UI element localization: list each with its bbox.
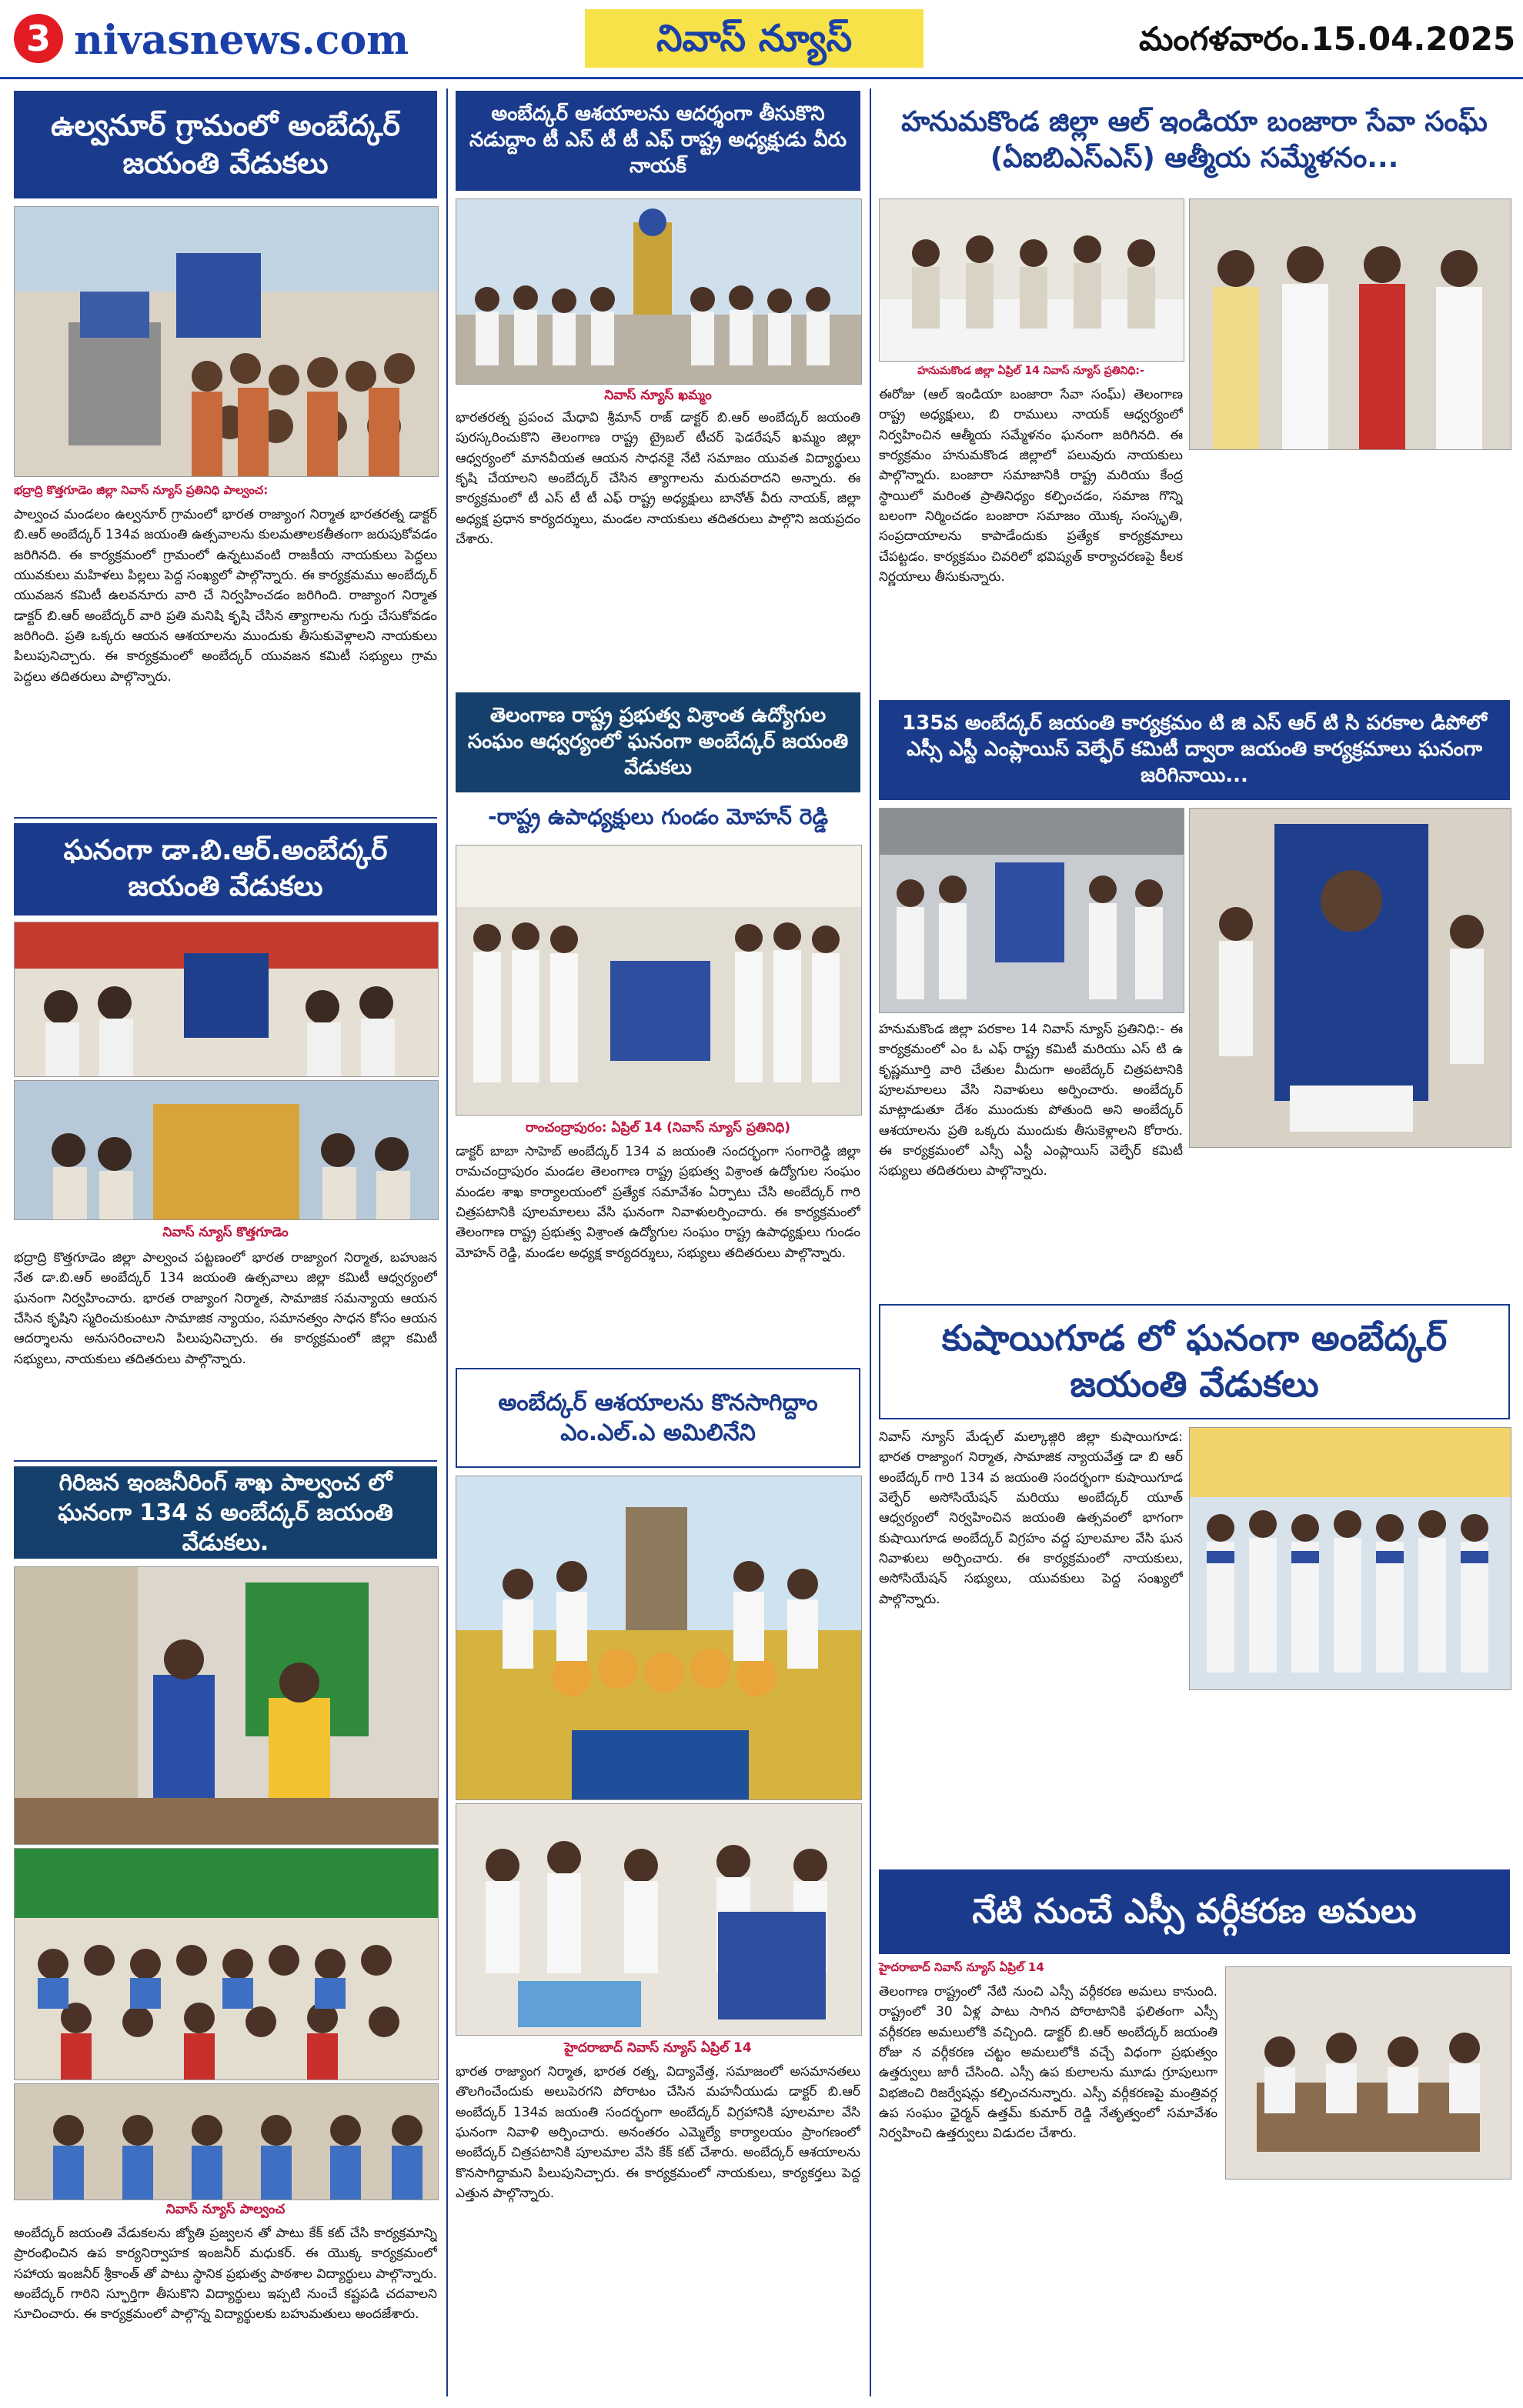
story-retired-employees-body: డాక్టర్ బాబా సాహెబ్ అంబేద్కర్ 134 వ జయంతి సందర్భంగా సంగారెడ్డి జిల్లా రామచంద్రాపురం మండల తెలంగాణ రాష్ట్ర ప్రభుత్వ విశ్రాంత ఉద్యోగుల సంఘం మండల శాఖ కార్యాలయంలో ప్రత్యేక సమావేశం ఏర్పాటు చేసి అంబేద్కర్ గారి చిత్రపటానికి పూలమాలలు వేసి ఘనంగా నివాళులర్పించారు. ఈ కార్యక్రమంలో తెలంగాణ రాష్ట్ర ప్రభుత్వ విశ్రాంత ఉద్యోగుల సంఘం రాష్ట్ర ఉపాధ్యక్షులు గుండం మోహన్ రెడ్డి, మండల అధ్యక్ష కార్యదర్శులు, సభ్యులు తదితరులు పాల్గొన్నారు. — [456, 1144, 860, 1261]
photo-cake-cutting — [456, 1803, 862, 2036]
photo-students-group — [14, 1848, 439, 2080]
dateline-ulvanur: భద్రాద్రి కొత్తగూడెం జిల్లా నివాస్ న్యూస్ ప్రతినిధి పాల్వంచ: — [14, 483, 269, 497]
photo-ulvanur — [14, 206, 439, 477]
caption-palvancha: నివాస్ న్యూస్ పాల్వంచ — [165, 2202, 286, 2217]
headline-ambedkar-jayanti: ఘనంగా డా.బి.ఆర్.అంబేద్కర్ జయంతి వేడుకలు — [14, 823, 437, 916]
paper-name-logo: నివాస్ న్యూస్ — [585, 9, 923, 68]
column-divider — [446, 88, 448, 2396]
caption-khammam: నివాస్ న్యూస్ ఖమ్మం — [604, 388, 712, 403]
photo-office-celebration — [14, 1566, 439, 1845]
caption-hanumakonda: హనుమకొండ జిల్లా ఏప్రిల్ 14 నివాస్ న్యూస్ ప్రతినిధి:- — [917, 365, 1144, 377]
dateline-sc-classification: హైదరాబాద్ నివాస్ న్యూస్ ఏప్రిల్ 14 — [879, 1960, 1044, 1974]
headline-amilineni: అంబేద్కర్ ఆశయాలను కొనసాగిద్దాం ఎం.ఎల్.ఎ అమిలినేని — [456, 1368, 860, 1468]
subhead-mohan-reddy: -రాష్ట్ర ఉపాధ్యక్షులు గుండం మోహన్ రెడ్డి — [456, 795, 860, 839]
story-kushaiguda-body-continued — [879, 1723, 1510, 1862]
story-ambedkar-jayanti-body: భద్రాద్రి కొత్తగూడెం జిల్లా పాల్వంచ పట్టణంలో భారత రాజ్యాంగ నిర్మాత, బహుజన నేత డా.బి.ఆర్ అంబేద్కర్ 134 జయంతి ఉత్సవాలు జిల్లా కమిటీ ఆధ్వర్యంలో ఘనంగా నిర్వహించారు. భారత రాజ్యాంగ నిర్మాత, సామాజిక సమన్యాయ ఆయన చేసిన కృషిని స్మరించుకుంటూ సామాజిక న్యాయం, సమానత్వం సాధన కోసం ఆయన ఆదర్శాలను అనుసరించాలని పిలుపునిచ్చారు. ఈ కార్యక్రమంలో జిల్లా కమిటీ సభ్యులు, నాయకులు తదితరులు పాల్గొన్నారు. — [14, 1250, 437, 1367]
headline-tsttf: అంబేద్కర్ ఆశయాలను ఆదర్శంగా తీసుకొని నడుద్దాం టీ ఎస్ టీ టీ ఎఫ్ రాష్ట్ర అధ్యక్షుడు వీరు నాయక్ — [456, 91, 860, 191]
masthead — [0, 0, 1523, 79]
photo-celebration-bottom — [14, 1080, 439, 1220]
edition-date: మంగళవారం.15.04.2025 — [1139, 20, 1516, 58]
headline-sc-classification: నేటి నుంచే ఎస్సీ వర్గీకరణ అమలు — [879, 1869, 1510, 1954]
headline-ulvanur: ఉల్వనూర్ గ్రామంలో అంబేద్కర్ జయంతి వేడుకలు — [14, 91, 437, 198]
story-sc-classification-body-continued — [1225, 2185, 1510, 2396]
page-number: 3 — [14, 14, 63, 63]
story-kushaiguda-body: నివాస్ న్యూస్ మేడ్చల్ మల్కాజ్గిరి జిల్లా కుషాయిగూడ: భారత రాజ్యాంగ నిర్మాత, సామాజిక న్యాయవేత్త డా బి ఆర్ అంబేద్కర్ గారి 134 వ జయంతి సందర్భంగా కుషాయిగూడ వెల్ఫేర్ అసోసియేషన్ మరియు అంబేద్కర్ యూత్ ఆధ్వర్యంలో నిర్వహించిన జయంతి ఉత్సవంలో భాగంగా కుషాయిగూడ అంబేద్కర్ విగ్రహం వద్ద పూలమాల వేసి ఘన నివాళులు అర్పించారు. ఈ కార్యక్రమంలో నాయకులు, అసోసియేషన్ సభ్యులు, యువకులు పెద్ద సంఖ్యలో పాల్గొన్నారు. — [879, 1429, 1183, 1607]
story-parakala-body: హనుమకొండ జిల్లా పరకాల 14 నివాస్ న్యూస్ ప్రతినిధి:- ఈ కార్యక్రమంలో ఎం ఓ ఎఫ్ రాష్ట్ర కమిటీ మరియు ఎస్ టి ఉ కృష్ణమూర్తి వారి చేతుల మీదుగా అంబేద్కర్ చిత్రపటానికి పూలమాలలు వేసి నివాళులు అర్పించారు. అంబేద్కర్ మాట్లాడుతూ దేశం ముందుకు పోతుంది అని అంబేద్కర్ ఆశయాలను ప్రతి ఒక్కరు ముందుకు తీసుకెళ్లాలని కోరారు. ఈ కార్యక్రమంలో ఎస్సీ ఎస్టీ ఎంప్లాయిస్ వెల్ఫేర్ కమిటీ సభ్యులు తదితరులు పాల్గొన్నారు. — [879, 1022, 1183, 1179]
headline-tribal-engineering: గిరిజన ఇంజనీరింగ్ శాఖ పాల్వంచ లో ఘనంగా 134 వ అంబేద్కర్ జయంతి వేడుకలు. — [14, 1466, 437, 1559]
caption-ramachandrapuram: రాంచంద్రాపురం: ఏప్రిల్ 14 (నివాస్ న్యూస్ ప్రతినిధి) — [525, 1120, 791, 1136]
headline-parakala-depot: 135వ అంబేద్కర్ జయంతి కార్యక్రమం టి జి ఎస్ ఆర్ టి సి పరకాల డిపోలో ఎస్సీ ఎస్టీ ఎంప్లాయిస్ వెల్ఫేర్ కమిటీ ద్వారా జయంతి కార్యక్రమాలు ఘనంగా జరిగినాయి... — [879, 700, 1510, 800]
caption-kothagudem: నివాస్ న్యూస్ కొత్తగూడెం — [162, 1225, 289, 1240]
column-divider — [870, 88, 871, 2396]
photo-banjara-meeting — [879, 198, 1184, 362]
headline-retired-employees: తెలంగాణ రాష్ట్ర ప్రభుత్వ విశ్రాంత ఉద్యోగుల సంఘం ఆధ్వర్యంలో ఘనంగా అంబేద్కర్ జయంతి వేడుకలు — [456, 692, 860, 792]
story-tsttf-body: భారతరత్న ప్రపంచ మేధావి శ్రీమాన్ రాజ్ డాక్టర్ బి.ఆర్ అంబేద్కర్ జయంతి పురస్కరించుకొని తెలంగాణ రాష్ట్ర ట్రైబల్ టీచర్ ఫెడరేషన్ ఖమ్మం జిల్లా ఆధ్వర్యంలో మానవీయత ఆయన సాధనకై నేటి సమాజం యువత విద్యార్థులు కృషి చేయాలని అంబేద్కర్ చేసిన త్యాగాలను మరువరాదని అన్నారు. ఈ కార్యక్రమంలో టీ ఎస్ టీ టీ ఎఫ్ రాష్ట్ర అధ్యక్షులు బానోత్ వీరు నాయక్, జిల్లా అధ్యక్ష ప్రధాన కార్యదర్శులు, మండల నాయకులు తదితరులు పాల్గొని జయప్రదం చేశారు. — [456, 410, 860, 548]
photo-parakala-group — [879, 808, 1184, 1013]
photo-tsttf-group — [456, 198, 862, 385]
headline-kushaiguda: కుషాయిగూడ లో ఘనంగా అంబేద్కర్ జయంతి వేడుకలు — [879, 1304, 1510, 1419]
photo-banjara-felicitation — [1189, 198, 1511, 450]
story-banjara-body-continued — [1189, 454, 1510, 692]
photo-parakala-portrait — [1189, 808, 1511, 1148]
photo-sc-meeting — [1225, 1966, 1511, 2180]
site-name[interactable]: nivasnews.com — [74, 17, 409, 64]
photo-kushaiguda — [1189, 1427, 1511, 1690]
photo-retired-employees — [456, 845, 862, 1116]
story-sc-classification-body: తెలంగాణ రాష్ట్రంలో నేటి నుంచి ఎస్సీ వర్గీకరణ అమలు కానుంది. రాష్ట్రంలో 30 ఏళ్ల పాటు సాగిన పోరాటానికి ఫలితంగా ఎస్సీ వర్గీకరణ అమలులోకి వచ్చింది. డాక్టర్ బి.ఆర్ అంబేద్కర్ జయంతి రోజు న వర్గీకరణ చట్టం అమలులోకి వచ్చే విధంగా ప్రభుత్వం ఉత్తర్వులు జారీ చేసింది. ఎస్సీ ఉప కులాలను మూడు గ్రూపులుగా విభజించి రిజర్వేషన్లు కల్పించనున్నారు. ఎస్సీ వర్గీకరణపై మంత్రివర్గ ఉప సంఘం ఛైర్మన్ ఉత్తమ్ కుమార్ రెడ్డి నేతృత్వంలో సమావేశం నిర్వహించి ఉత్తర్వులు విడుదల చేశారు. — [879, 1984, 1217, 2142]
story-tribal-engineering-body: అంబేద్కర్ జయంతి వేడుకలను జ్యోతి ప్రజ్వలన తో పాటు కేక్ కట్ చేసి కార్యక్రమాన్ని ప్రారంభించిన ఉప కార్యనిర్వాహక ఇంజనీర్ మధుకర్. ఈ యొక్క కార్యక్రమంలో సహాయ ఇంజనీర్ శ్రీకాంత్ తో పాటు స్థానిక ప్రభుత్వ పాఠశాల విద్యార్థులు పాల్గొన్నారు. అంబేద్కర్ గారిని స్ఫూర్తిగా తీసుకొని విద్యార్థులు ఇప్పటి నుంచే కష్టపడి చదవాలని సూచించారు. ఈ కార్యక్రమంలో పాల్గొన్న విద్యార్థులకు బహుమతులు అందజేశారు. — [14, 2226, 437, 2323]
caption-hyderabad: హైదరాబాద్ నివాస్ న్యూస్ ఏప్రిల్ 14 — [564, 2040, 752, 2056]
section-divider — [14, 817, 437, 819]
story-amilineni-body: భారత రాజ్యాంగ నిర్మాత, భారత రత్న, విద్యావేత్త, సమాజంలో అసమానతలు తొలగించేందుకు అలుపెరగని పోరాటం చేసిన మహనీయుడు డాక్టర్ బి.ఆర్ అంబేద్కర్ 134వ జయంతి సందర్భంగా అంబేద్కర్ విగ్రహానికి పూలమాల వేసి ఘనంగా నివాళి అర్పించారు. అనంతరం ఎమ్మెల్యే కార్యాలయం ప్రాంగణంలో అంబేద్కర్ చిత్రపటానికి పూలమాల వేసి కేక్ కట్ చేశారు. అంబేద్కర్ ఆశయాలను కొనసాగిద్దామని పిలుపునిచ్చారు. ఈ కార్యక్రమంలో నాయకులు, కార్యకర్తలు పెద్ద ఎత్తున పాల్గొన్నారు. — [456, 2064, 860, 2202]
story-parakala-body-continued — [1189, 1154, 1510, 1296]
photo-students-row — [14, 2083, 439, 2200]
headline-banjara-seva-sangh: హనుమకొండ జిల్లా ఆల్ ఇండియా బంజారా సేవా సంఘ్ (ఏఐబిఎస్ఎస్) ఆత్మీయ సమ్మేళనం... — [879, 91, 1510, 191]
photo-celebration-top — [14, 922, 439, 1077]
photo-statue-garland — [456, 1476, 862, 1800]
story-ulvanur-body: పాల్వంచ మండలం ఉల్వనూర్ గ్రామంలో భారత రాజ్యాంగ నిర్మాత భారతరత్న డాక్టర్ బి.ఆర్ అంబేద్కర్ 134వ జయంతి ఉత్సవాలను కులమతాలకతీతంగా జరుపుకోవడం జరిగినది. ఈ కార్యక్రమంలో గ్రామంలో ఉన్నటువంటి రాజకీయ నాయకులు పెద్దలు యువకులు మహిళలు పిల్లలు పెద్ద సంఖ్యలో పాల్గొన్నారు. ఈ కార్యక్రమము అంబేద్కర్ యువజన కమిటీ ఉలవనూరు వారి చే నిర్వహించడం జరిగింది. రాజ్యాంగ నిర్మాత డాక్టర్ బి.ఆర్ అంబేద్కర్ వారి ప్రతి మనిషి కృషి చేసిన త్యాగాలను గుర్తు చేసుకోవడం జరిగింది. ప్రతి ఒక్కరు ఆయన ఆశయాలను ముందుకు తీసుకువెళ్లాలని నాయకులు పిలుపునిచ్చారు. ఈ కార్యక్రమంలో అంబేద్కర్ యువజన కమిటీ సభ్యులు గ్రామ పెద్దలు తదితరులు పాల్గొన్నారు. — [14, 507, 437, 685]
section-divider — [14, 1460, 437, 1462]
story-banjara-body: ఈరోజు (ఆల్ ఇండియా బంజారా సేవా సంఘ్) తెలంగాణ రాష్ట్ర అధ్యక్షులు, బి రాములు నాయక్ ఆధ్వర్యంలో నిర్వహించిన ఆత్మీయ సమ్మేళనం ఘనంగా జరిగినది. ఈ కార్యక్రమం హనుమకొండ జిల్లాలో పలువురు నాయకులు పాల్గొన్నారు. బంజారా సమాజానికి రాష్ట్ర మరియు కేంద్ర స్థాయిలో మరింత ప్రాతినిధ్యం కల్పించడం, సమాజ గొన్ని బలంగా నిర్మించడం బంజారా సమాజం యొక్క సంస్కృతి, సంప్రదాయాలను కాపాడేందుకు ప్రత్యేక కార్యక్రమాలు చేపట్టడం. కార్యక్రమం చివరిలో భవిష్యత్ కార్యాచరణపై కీలక నిర్ణయాలు తీసుకున్నారు. — [879, 387, 1183, 585]
